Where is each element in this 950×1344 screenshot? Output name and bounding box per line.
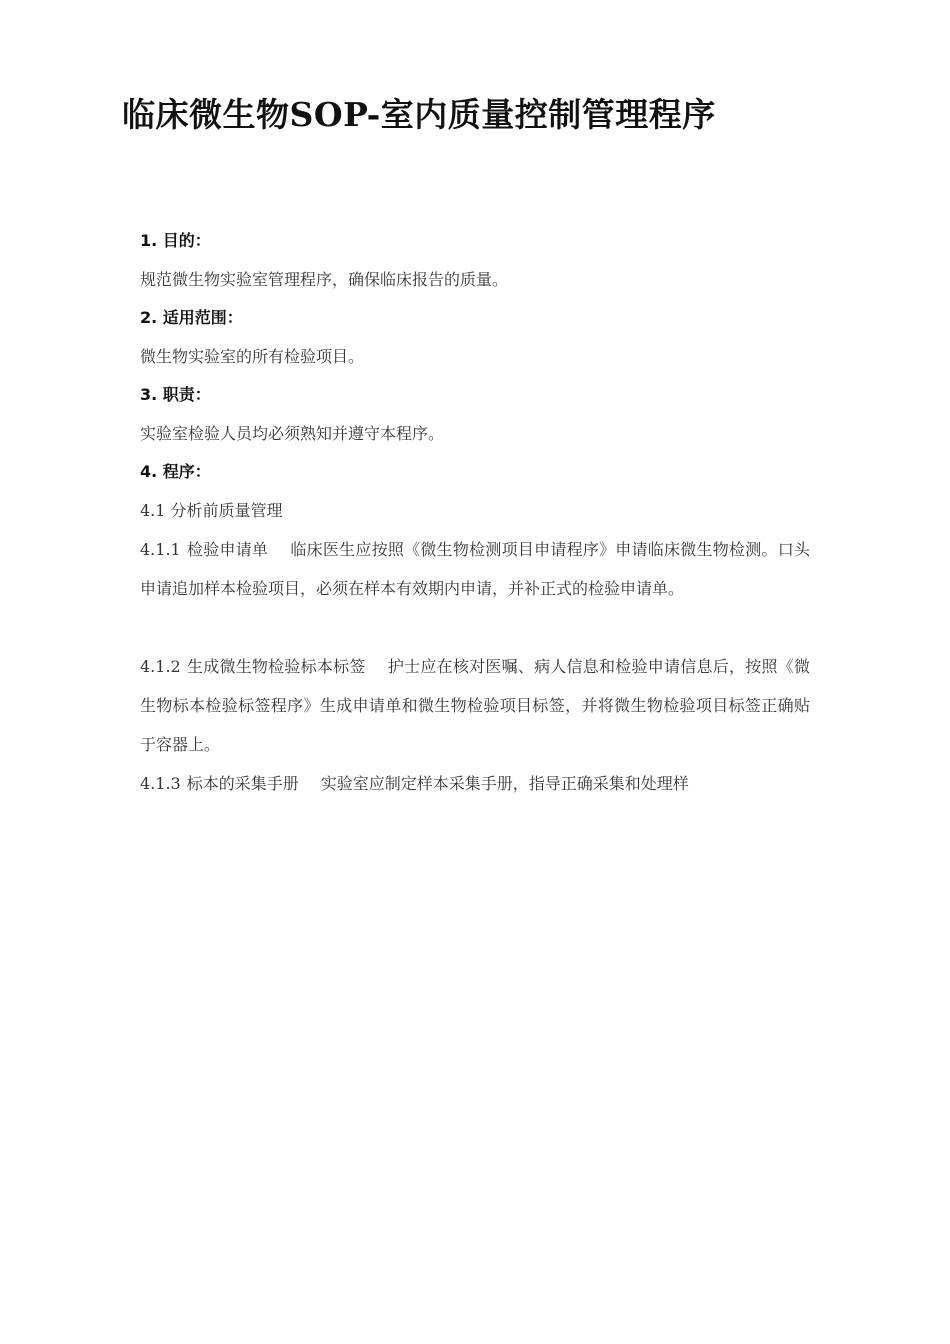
section-heading-scope: 2. 适用范围： [140, 308, 243, 327]
clause-text: 实验室应制定样本采集手册，指导正确采集和处理样 [320, 774, 689, 793]
clause-number: 4.1.1 [140, 540, 181, 559]
section-text-purpose: 规范微生物实验室管理程序，确保临床报告的质量。 [140, 270, 509, 289]
document-title: 临床微生物SOP-室内质量控制管理程序 [122, 95, 716, 134]
document-body [140, 222, 810, 803]
section-text-responsibility: 实验室检验人员均必须熟知并遵守本程序。 [140, 424, 445, 443]
section-text-scope: 微生物实验室的所有检验项目。 [140, 347, 365, 366]
clause-title: 检验申请单 [186, 540, 269, 559]
section-heading-procedure: 4. 程序： [140, 462, 211, 481]
clause-title: 标本的采集手册 [186, 774, 299, 793]
clause-collection-manual [140, 764, 810, 803]
clause-title: 生成微生物检验标本标签 [186, 657, 366, 676]
clause-text: 临床医生应按照《微生物检测项目申请程序》申请临床微生物检测。口头申请追加样本检验项目，必须在样本有效期内申请，并补正式的检验申请单。 [140, 540, 810, 598]
clause-number: 4.1.3 [140, 774, 181, 793]
section-heading-responsibility: 3. 职责： [140, 385, 211, 404]
section-heading-purpose: 1. 目的： [140, 231, 211, 250]
clause-request-form [140, 530, 810, 647]
subsection-heading-preanalytical: 4.1 分析前质量管理 [140, 501, 283, 520]
clause-specimen-label [140, 647, 810, 764]
clause-text: 护士应在核对医嘱、病人信息和检验申请信息后，按照《微生物标本检验标签程序》生成申请单和微生物检验项目标签，并将微生物检验项目标签正确贴于容器上。 [140, 657, 810, 754]
clause-number: 4.1.2 [140, 657, 181, 676]
